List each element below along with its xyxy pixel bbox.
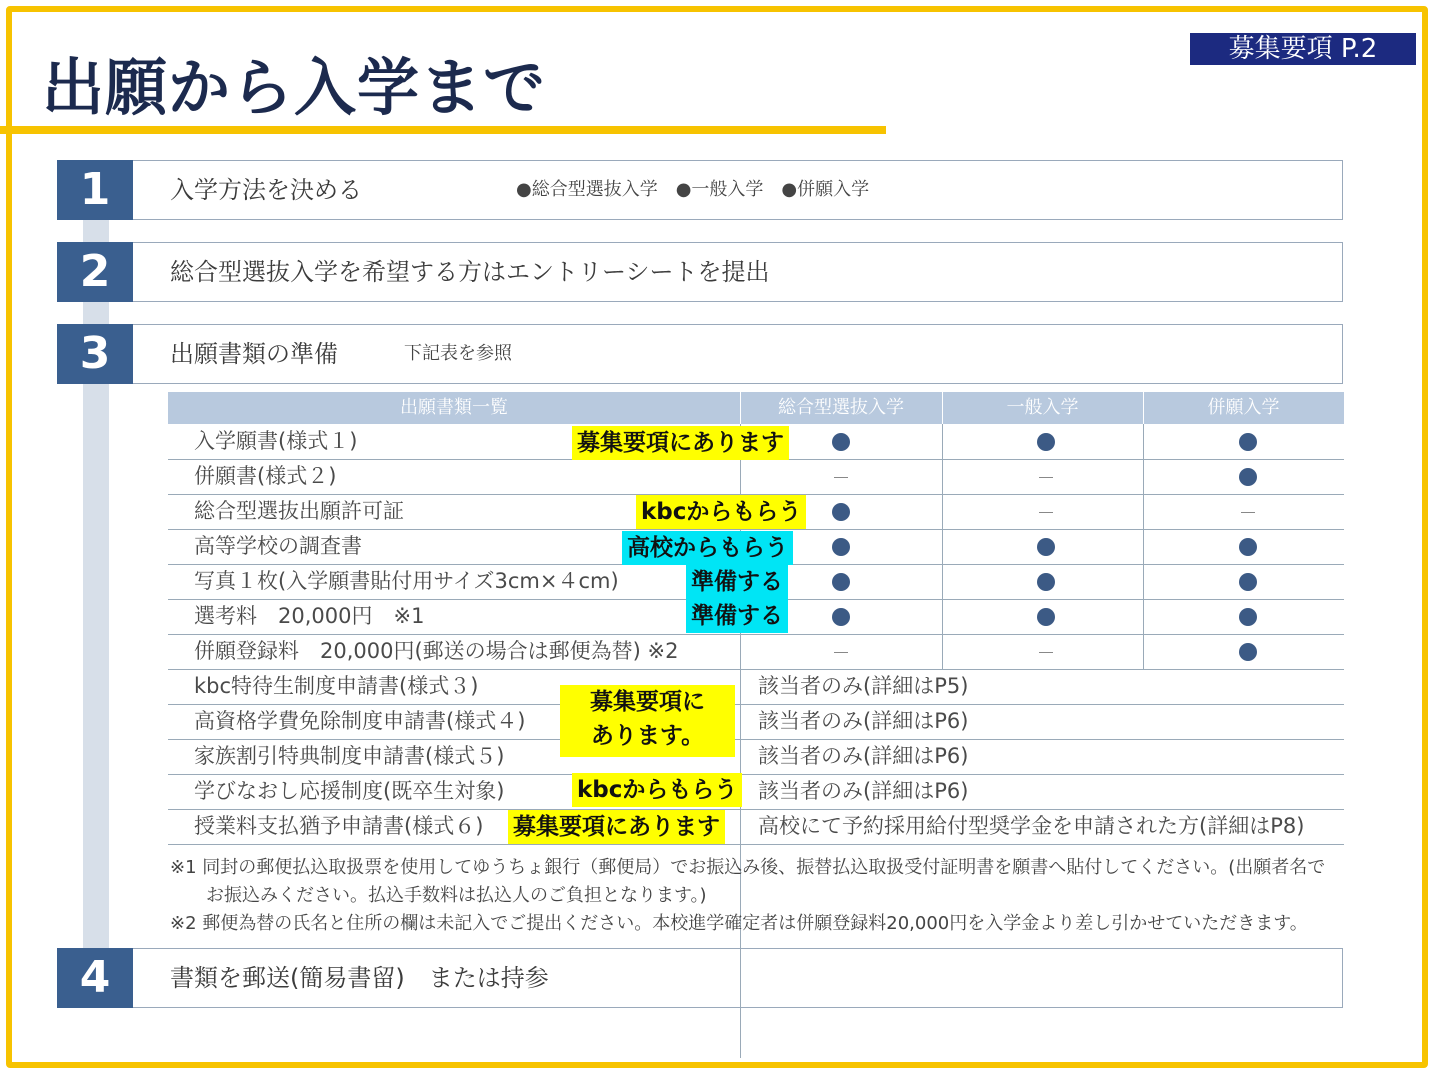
header-cell: 併願入学 (1207, 397, 1280, 418)
step-note: ●総合型選抜入学 ●一般入学 ●併願入学 (516, 179, 870, 200)
header-divider (1143, 392, 1144, 424)
required-dot (832, 573, 850, 591)
not-required-dash (1241, 512, 1255, 514)
required-dot (1239, 608, 1257, 626)
step-3 (57, 324, 1343, 384)
row-value: 該当者のみ(詳細はP6) (758, 744, 969, 768)
title-underline (0, 126, 886, 134)
table-header (168, 392, 1344, 424)
page-title: 出願から入学まで (42, 51, 547, 124)
page-badge: 募集要項 P.2 (1190, 33, 1416, 65)
row-label: 総合型選抜出願許可証 (194, 499, 404, 523)
required-dot (832, 608, 850, 626)
required-dot (832, 538, 850, 556)
step-number: 4 (57, 948, 133, 1008)
highlight-label: 募集要項にあります (508, 810, 725, 844)
required-dot (1239, 643, 1257, 661)
row-label: 併願登録料 20,000円(郵送の場合は郵便為替) ※2 (194, 639, 679, 663)
not-required-dash (1039, 652, 1053, 654)
row-label: 選考料 20,000円 ※1 (194, 604, 425, 628)
row-value: 高校にて予約採用給付型奨学金を申請された方(詳細はP8) (758, 814, 1305, 838)
step-number: 3 (57, 324, 133, 384)
step-label: 書類を郵送(簡易書留) または持参 (170, 964, 549, 992)
row-label: 併願書(様式２) (194, 464, 337, 488)
row-label: 入学願書(様式１) (194, 429, 358, 453)
footnote-1-cont: お振込みください。払込手数料は払込人のご負担となります。) (206, 885, 707, 906)
row-label: 高等学校の調査書 (194, 534, 362, 558)
step-label: 入学方法を決める (170, 176, 362, 204)
required-dot (832, 433, 850, 451)
table-row (168, 739, 1344, 775)
row-value: 該当者のみ(詳細はP6) (758, 709, 969, 733)
footnote-2: ※2 郵便為替の氏名と住所の欄は未記入でご提出ください。本校進学確定者は併願登録料20,000円を入学金より差し引かせていただきます。 (170, 913, 1308, 934)
row-label: 写真１枚(入学願書貼付用サイズ3cm×４cm) (194, 569, 619, 593)
required-dot (1037, 433, 1055, 451)
highlight-label: kbcからもらう (572, 773, 742, 807)
step-label: 出願書類の準備 (170, 340, 338, 368)
row-label: kbc特待生制度申請書(様式３) (194, 674, 479, 698)
header-divider (942, 392, 943, 424)
not-required-dash (1039, 512, 1053, 514)
required-dot (1239, 433, 1257, 451)
highlight-line: 募集要項に (590, 689, 705, 715)
row-label: 高資格学費免除制度申請書(様式４) (194, 709, 526, 733)
required-dot (1037, 538, 1055, 556)
table-row (168, 669, 1344, 705)
highlight-label: kbcからもらう (636, 495, 806, 529)
row-label: 家族割引特典制度申請書(様式５) (194, 744, 505, 768)
not-required-dash (834, 477, 848, 479)
table-row (168, 809, 1344, 845)
step-label: 総合型選抜入学を希望する方はエントリーシートを提出 (170, 258, 770, 286)
highlight-label: 準備する (686, 599, 788, 633)
table-row (168, 634, 1344, 670)
required-dot (1037, 573, 1055, 591)
table-row (168, 774, 1344, 810)
table-row (168, 459, 1344, 495)
required-dot (832, 503, 850, 521)
required-dot (1037, 608, 1055, 626)
highlight-label: 募集要項にあります (572, 426, 789, 460)
step-2 (57, 242, 1343, 302)
row-label: 授業料支払猶予申請書(様式６) (194, 814, 484, 838)
highlight-label (560, 685, 735, 757)
header-divider (740, 392, 741, 424)
step-number: 1 (57, 160, 133, 220)
step-4 (57, 948, 1343, 1008)
not-required-dash (834, 652, 848, 654)
highlight-line: あります。 (590, 723, 705, 749)
step-note: 下記表を参照 (404, 343, 512, 364)
required-dot (1239, 538, 1257, 556)
row-value: 該当者のみ(詳細はP5) (758, 674, 969, 698)
row-value: 該当者のみ(詳細はP6) (758, 779, 969, 803)
step-number: 2 (57, 242, 133, 302)
footnote-1: ※1 同封の郵便払込取扱票を使用してゆうちょ銀行（郵便局）でお振込み後、振替払込取扱受付証明書を願書へ貼付してください。(出願者名で (170, 857, 1326, 878)
not-required-dash (1039, 477, 1053, 479)
required-dot (1239, 468, 1257, 486)
header-cell: 出願書類一覧 (400, 397, 508, 418)
header-cell: 一般入学 (1006, 397, 1079, 418)
row-label: 学びなおし応援制度(既卒生対象) (194, 779, 505, 803)
table-row (168, 704, 1344, 740)
required-dot (1239, 573, 1257, 591)
highlight-label: 高校からもらう (622, 531, 793, 565)
highlight-label: 準備する (686, 565, 788, 599)
step-1 (57, 160, 1343, 220)
header-cell: 総合型選抜入学 (778, 397, 904, 418)
